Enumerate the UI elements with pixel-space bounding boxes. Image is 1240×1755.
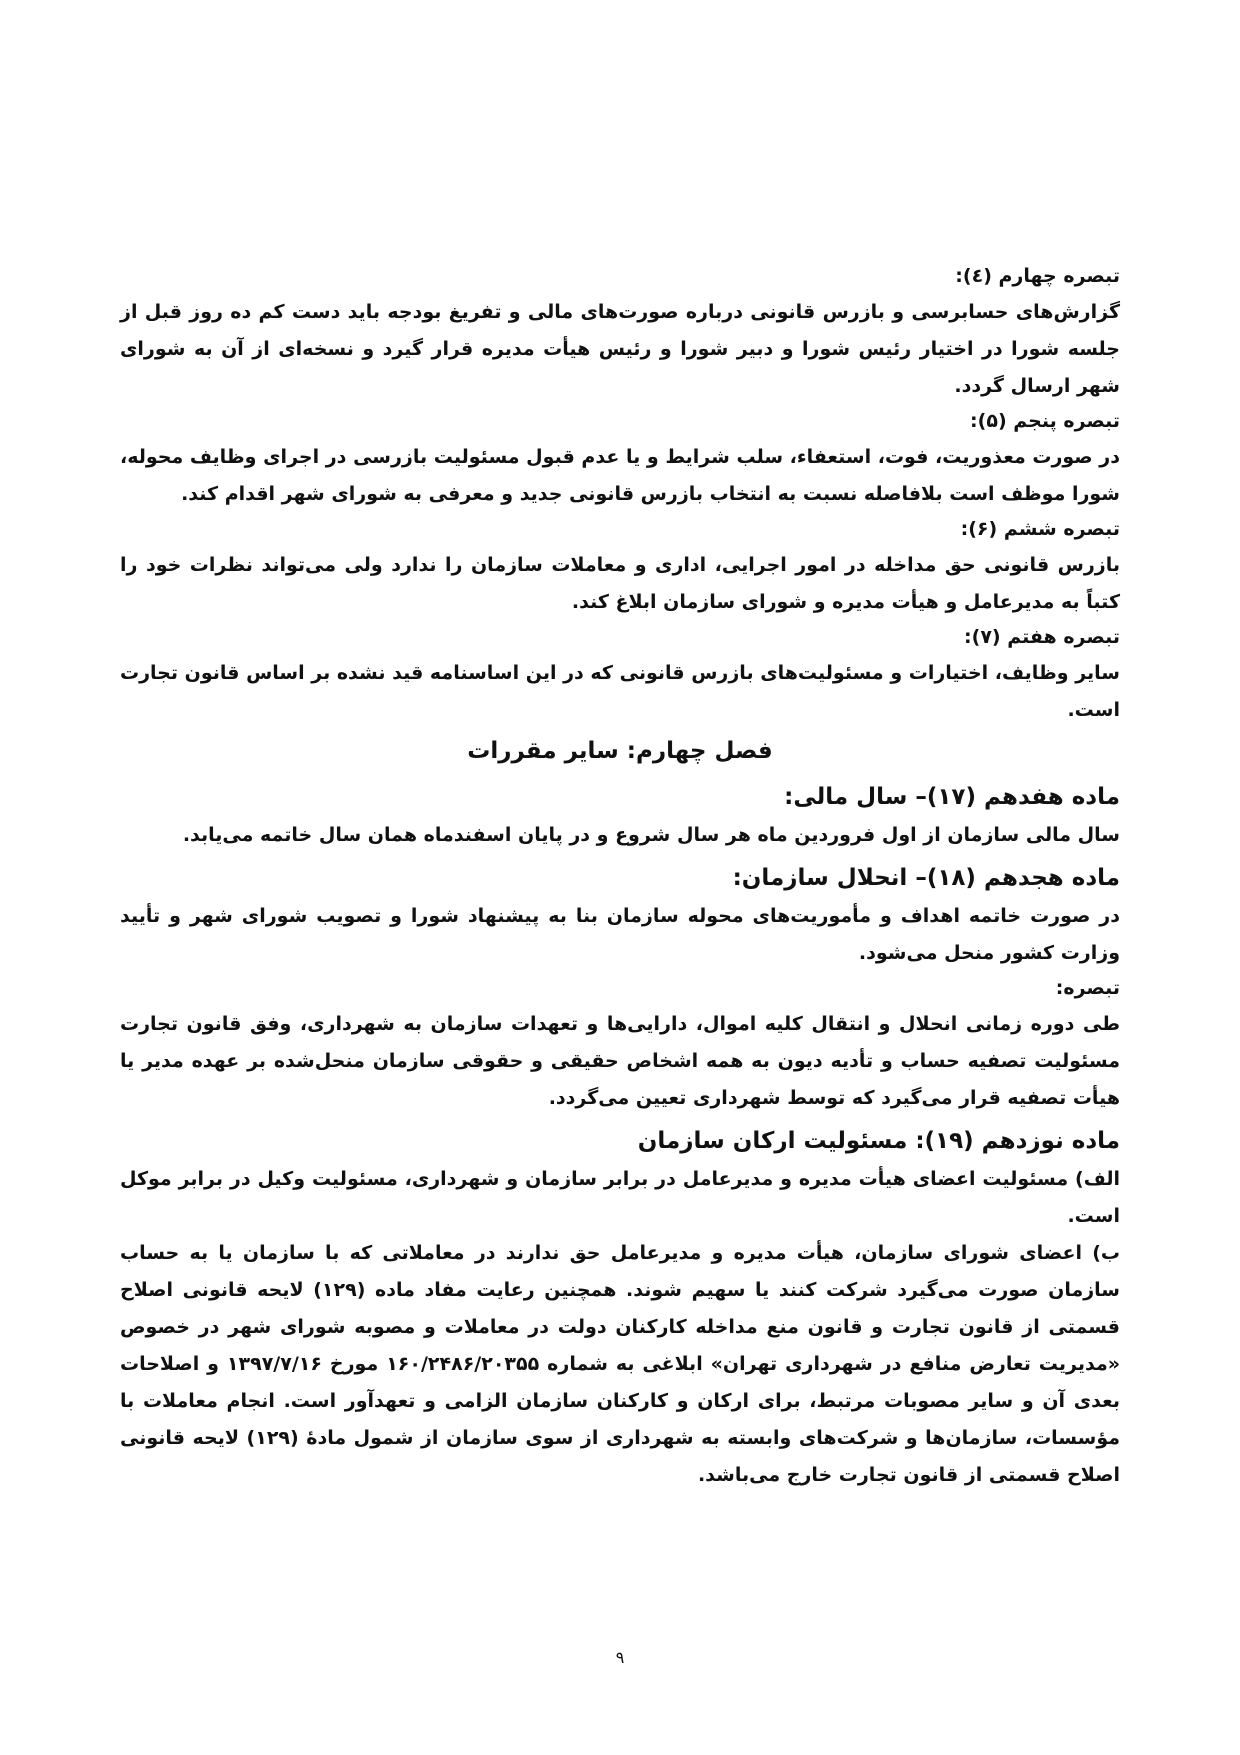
- paragraph: گزارش‌های حسابرسی و بازرس قانونی درباره صورت‌های مالی و تفریغ بودجه باید دست کم ده روز قبل از جلسه شورا در اختیار رئیس شورا و دبیر شورا و رئیس هیأت مدیره قرار گیرد و نسخه‌ای از آن به شورای شهر ارسال گردد.: [120, 301, 1120, 397]
- note-heading: تبصره ششم (۶):: [960, 518, 1120, 540]
- note-heading: تبصره چهارم (٤):: [955, 265, 1120, 287]
- paragraph: در صورت خاتمه اهداف و مأموریت‌های محوله سازمان بنا به پیشنهاد شورا و تصویب شورای شهر و تأیید وزارت کشور منحل می‌شود.: [120, 905, 1120, 964]
- paragraph: طی دوره زمانی انحلال و انتقال کلیه اموال، دارایی‌ها و تعهدات سازمان به شهرداری، وفق قانون تجارت مسئولیت تصفیه حساب و تأدیه دیون به همه اشخاص حقیقی و حقوقی سازمان منحل‌شده بر عهده مدیر یا هیأت تصفیه قرار می‌گیرد که توسط شهرداری تعیین می‌گردد.: [120, 1013, 1120, 1109]
- note-heading: تبصره:: [1055, 977, 1120, 999]
- note-heading: تبصره هفتم (۷):: [964, 626, 1120, 648]
- article-heading: ماده نوزدهم (۱۹): مسئولیت ارکان سازمان: [637, 1128, 1120, 1154]
- article-heading: ماده هفدهم (۱۷)– سال مالی:: [784, 784, 1120, 810]
- paragraph: در صورت معذوریت، فوت، استعفاء، سلب شرایط و یا عدم قبول مسئولیت بازرسی در اجرای وظایف محوله، شورا موظف است بلافاصله نسبت به انتخاب بازرس قانونی جدید و معرفی به شورای شهر اقدام کند.: [120, 446, 1120, 505]
- paragraph: ب) اعضای شورای سازمان، هیأت مدیره و مدیرعامل حق ندارند در معاملاتی که با سازمان یا به حساب سازمان صورت می‌گیرد شرکت کنند یا سهیم شوند. همچنین رعایت مفاد ماده (۱۲۹) لایحه قانونی اصلاح قسمتی از قانون تجارت و قانون منع مداخله کارکنان دولت در معاملات و مصوبه شورای شهر در خصوص «مدیریت تعارض منافع در شهرداری تهران» ابلاغی به شماره ۱۶۰/۲۴۸۶/۲۰۳۵۵ مورخ ۱۳۹۷/۷/۱۶ و اصلاحات بعدی آن و سایر مصوبات مرتبط، برای ارکان و کارکنان سازمان الزامی و تعهدآور است. انجام معاملات با مؤسسات، سازمان‌ها و شرکت‌های وابسته به شهرداری از سوی سازمان از شمول مادهٔ (۱۲۹) لایحه قانونی اصلاح قسمتی از قانون تجارت خارج می‌باشد.: [120, 1242, 1120, 1486]
- paragraph: سال مالی سازمان از اول فروردین ماه هر سال شروع و در پایان اسفندماه همان سال خاتمه می‌یابد.: [182, 824, 1120, 846]
- chapter-heading: فصل چهارم: سایر مقررات: [467, 738, 773, 764]
- note-heading: تبصره پنجم (۵):: [970, 410, 1120, 432]
- paragraph: بازرس قانونی حق مداخله در امور اجرایی، اداری و معاملات سازمان را ندارد ولی می‌تواند نظرات خود را کتباً به مدیرعامل و هیأت مدیره و شورای سازمان ابلاغ کند.: [120, 554, 1120, 613]
- paragraph: الف) مسئولیت اعضای هیأت مدیره و مدیرعامل در برابر سازمان و شهرداری، مسئولیت وکیل در برابر موکل است.: [120, 1168, 1120, 1227]
- paragraph: سایر وظایف، اختیارات و مسئولیت‌های بازرس قانونی که در این اساسنامه قید نشده بر اساس قانون تجارت است.: [120, 662, 1120, 721]
- page-number: ۹: [615, 1648, 625, 1667]
- document-body: [120, 262, 1120, 1494]
- article-heading: ماده هجدهم (۱۸)– انحلال سازمان:: [732, 865, 1120, 891]
